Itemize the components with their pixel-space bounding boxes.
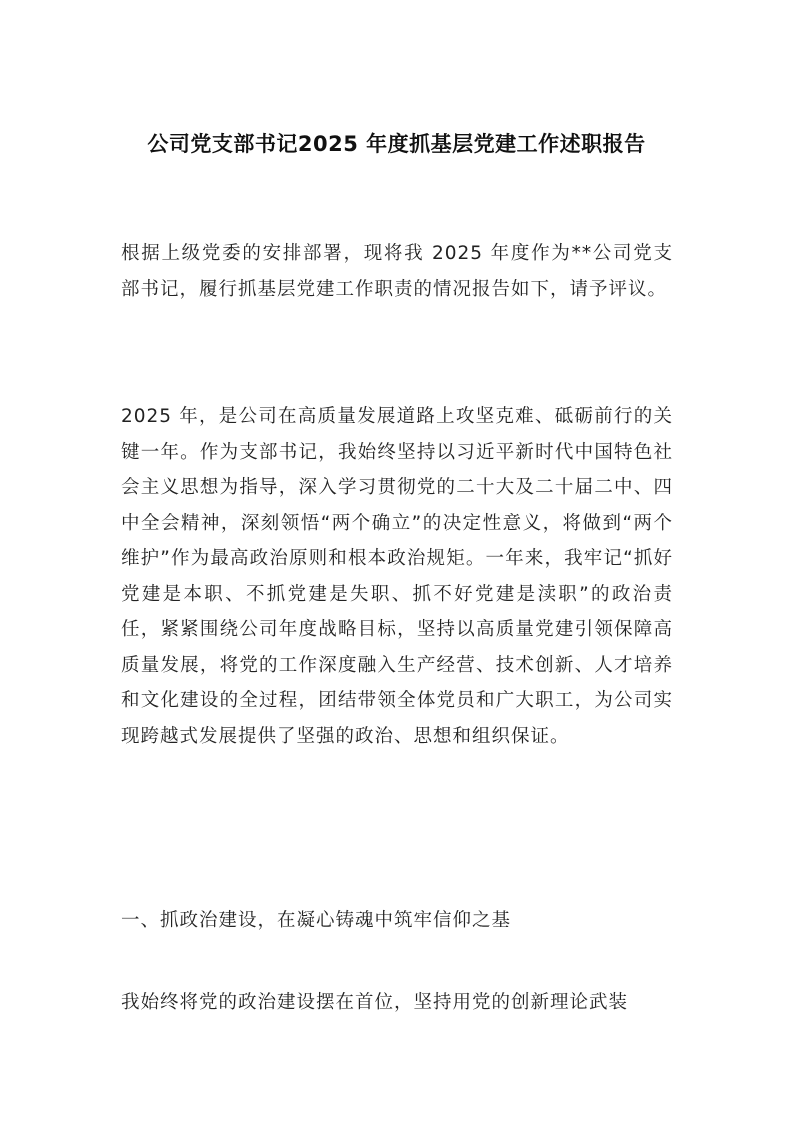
section-heading: 一、抓政治建设，在凝心铸魂中筑牢信仰之基: [121, 910, 512, 931]
document-title: 公司党支部书记2025 年度抓基层党建工作述职报告: [147, 132, 646, 156]
intro-paragraph: 根据上级党委的安排部署，现将我 2025 年度作为**公司党支部书记，履行抓基层党建工作职责的情况报告如下，请予评议。: [121, 243, 673, 300]
overview-paragraph: 2025 年，是公司在高质量发展道路上攻坚克难、砥砺前行的关键一年。作为支部书记，我始终坚持以习近平新时代中国特色社会主义思想为指导，深入学习贯彻党的二十大及二十届二中、四中全会精神，深刻领悟“两个确立”的决定性意义，将做到“两个维护”作为最高政治原则和根本政治规矩。一年来，我牢记“抓好党建是本职、不抓党建是失职、抓不好党建是渎职”的政治责任，紧紧围绕公司年度战略目标，坚持以高质量党建引领保障高质量发展，将党的工作深度融入生产经营、技术创新、人才培养和文化建设的全过程，团结带领全体党员和广大职工，为公司实现跨越式发展提供了坚强的政治、思想和组织保证。: [121, 406, 673, 747]
section-paragraph: 我始终将党的政治建设摆在首位，坚持用党的创新理论武装: [121, 992, 629, 1013]
